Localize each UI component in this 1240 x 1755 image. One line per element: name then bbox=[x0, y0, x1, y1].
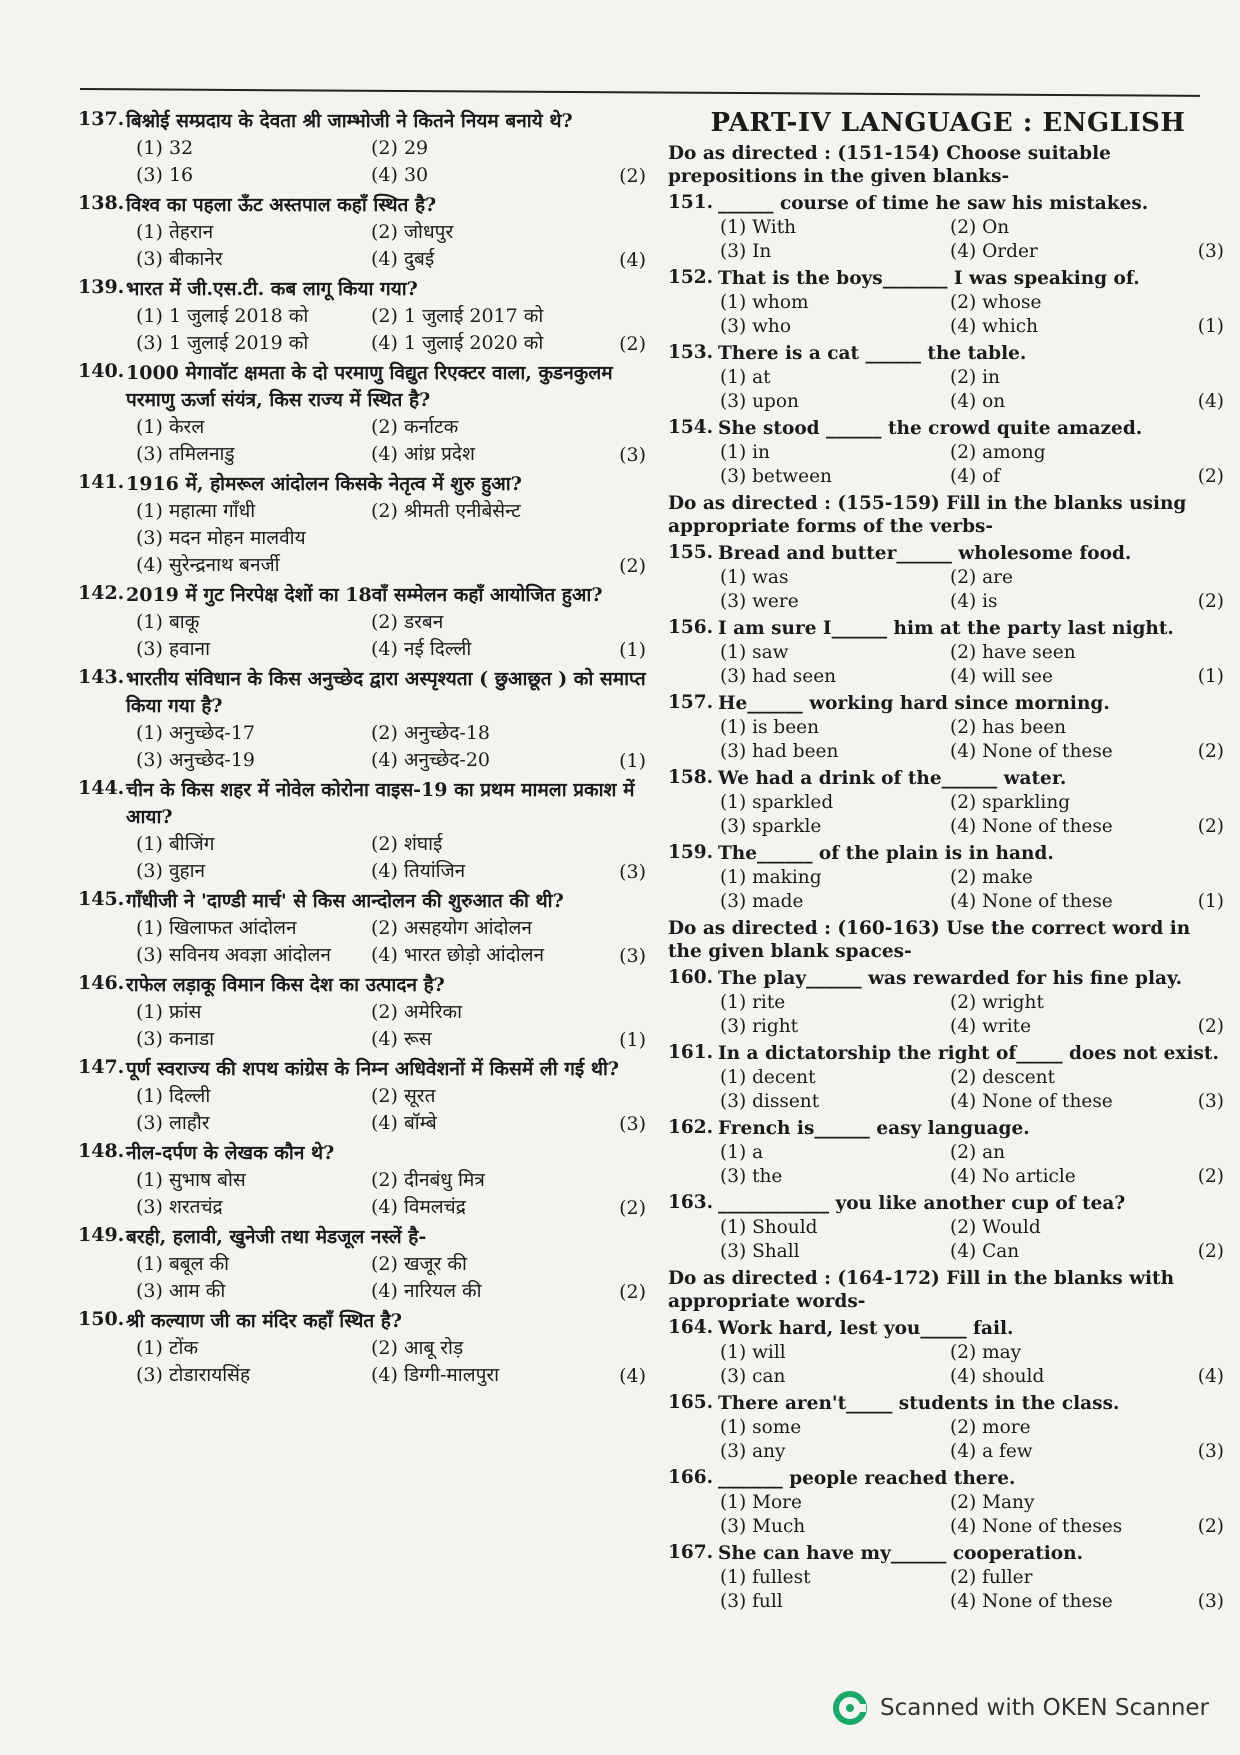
option-4: (4) is bbox=[950, 591, 998, 612]
question-number: 147. bbox=[78, 1056, 125, 1078]
section-directive: Do as directed : (164-172) Fill in the blanks with appropriate words- bbox=[668, 1268, 1175, 1312]
question-text: She stood ______ the crowd quite amazed. bbox=[718, 418, 1143, 439]
option-2: (2) wright bbox=[950, 992, 1044, 1013]
option-4: (4) 30 bbox=[371, 164, 429, 186]
question-text: There is a cat ______ the table. bbox=[718, 343, 1027, 364]
option-3: (3) वुहान bbox=[136, 860, 206, 882]
option-4: (4) सुरेन्द्रनाथ बनर्जी bbox=[136, 554, 280, 576]
question-text: That is the boys_______ I was speaking of. bbox=[718, 268, 1140, 289]
option-1: (1) Should bbox=[720, 1217, 818, 1238]
answer-key: (2) bbox=[1197, 816, 1224, 837]
option-1: (1) at bbox=[720, 367, 771, 388]
question-text: पूर्ण स्वराज्य की शपथ कांग्रेस के निम्न अधिवेशनों में किसमें ली गई थी? bbox=[126, 1058, 620, 1080]
option-1: (1) rite bbox=[720, 992, 786, 1013]
options-grid bbox=[720, 791, 1228, 839]
question-item bbox=[78, 777, 650, 885]
options-grid bbox=[136, 1335, 650, 1389]
question-text: गाँधीजी ने 'दाण्डी मार्च' से किस आन्दोलन की शुरुआत की थी? bbox=[126, 890, 564, 912]
options-grid bbox=[136, 831, 650, 885]
option-4: (4) Order bbox=[950, 241, 1038, 262]
question-text: Work hard, lest you_____ fail. bbox=[718, 1318, 1014, 1339]
option-1: (1) खिलाफत आंदोलन bbox=[136, 917, 297, 939]
option-3: (3) बीकानेर bbox=[136, 248, 223, 270]
option-2: (2) make bbox=[950, 867, 1033, 888]
question-number: 144. bbox=[78, 777, 125, 799]
question-number: 161. bbox=[668, 1042, 714, 1063]
question-number: 157. bbox=[668, 692, 714, 713]
options-grid bbox=[720, 216, 1228, 264]
option-1: (1) अनुच्छेद-17 bbox=[136, 722, 256, 744]
option-2: (2) On bbox=[950, 217, 1010, 238]
options-grid bbox=[720, 1216, 1228, 1264]
question-number: 153. bbox=[668, 342, 714, 363]
question-number: 160. bbox=[668, 967, 714, 988]
question-number: 152. bbox=[668, 267, 714, 288]
option-3: (3) upon bbox=[720, 391, 799, 412]
options-grid bbox=[720, 716, 1228, 764]
question-number: 142. bbox=[78, 582, 125, 604]
question-item bbox=[668, 692, 1228, 764]
question-number: 165. bbox=[668, 1392, 714, 1413]
question-number: 159. bbox=[668, 842, 714, 863]
question-text: नील-दर्पण के लेखक कौन थे? bbox=[126, 1142, 335, 1164]
question-item bbox=[78, 972, 650, 1053]
question-item bbox=[668, 1117, 1228, 1189]
answer-key: (1) bbox=[619, 639, 646, 661]
question-number: 143. bbox=[78, 666, 125, 688]
question-item bbox=[78, 360, 650, 468]
question-text: भारत में जी.एस.टी. कब लागू किया गया? bbox=[126, 278, 418, 300]
question-number: 162. bbox=[668, 1117, 714, 1138]
options-grid bbox=[720, 991, 1228, 1039]
option-3: (3) right bbox=[720, 1016, 799, 1037]
option-1: (1) was bbox=[720, 567, 789, 588]
option-3: (3) 1 जुलाई 2019 को bbox=[136, 332, 309, 354]
answer-key: (4) bbox=[619, 1365, 646, 1387]
option-4: (4) None of theses bbox=[950, 1516, 1123, 1537]
options-grid bbox=[720, 1491, 1228, 1539]
question-item bbox=[668, 192, 1228, 264]
option-2: (2) descent bbox=[950, 1067, 1056, 1088]
answer-key: (2) bbox=[1197, 466, 1224, 487]
option-4: (4) बॉम्बे bbox=[371, 1112, 437, 1134]
options-grid bbox=[136, 999, 650, 1053]
options-grid bbox=[720, 866, 1228, 914]
option-3: (3) the bbox=[720, 1166, 783, 1187]
question-text: Bread and butter______ wholesome food. bbox=[718, 543, 1132, 564]
options-grid bbox=[136, 303, 650, 357]
option-2: (2) अनुच्छेद-18 bbox=[371, 722, 491, 744]
oken-scanner-logo-icon bbox=[832, 1690, 868, 1726]
option-1: (1) 1 जुलाई 2018 को bbox=[136, 305, 309, 327]
options-grid bbox=[136, 414, 650, 468]
answer-key: (1) bbox=[619, 1029, 646, 1051]
option-4: (4) of bbox=[950, 466, 1001, 487]
question-number: 145. bbox=[78, 888, 125, 910]
option-2: (2) डरबन bbox=[371, 611, 444, 633]
options-grid bbox=[136, 1083, 650, 1137]
question-number: 137. bbox=[78, 108, 125, 130]
question-text: भारतीय संविधान के किस अनुच्छेद द्वारा अस्पृश्यता ( छुआछूत ) को समाप्त किया गया है? bbox=[126, 668, 646, 717]
question-text: 1916 में, होमरूल आंदोलन किसके नेतृत्व में शुरु हुआ? bbox=[126, 473, 522, 495]
option-1: (1) 32 bbox=[136, 137, 194, 159]
options-grid bbox=[136, 219, 650, 273]
question-text: बिश्नोई सम्प्रदाय के देवता श्री जाम्भोजी ने कितने नियम बनाये थे? bbox=[126, 110, 573, 132]
option-1: (1) बबूल की bbox=[136, 1253, 230, 1275]
question-number: 164. bbox=[668, 1317, 714, 1338]
header-rule bbox=[80, 88, 1200, 97]
option-2: (2) अमेरिका bbox=[371, 1001, 463, 1023]
option-1: (1) some bbox=[720, 1417, 802, 1438]
question-text: French is______ easy language. bbox=[718, 1118, 1030, 1139]
question-text: The______ of the plain is in hand. bbox=[718, 843, 1054, 864]
option-4: (4) तियांजिन bbox=[371, 860, 466, 882]
options-grid bbox=[136, 135, 650, 189]
option-1: (1) More bbox=[720, 1492, 802, 1513]
option-3: (3) कनाडा bbox=[136, 1028, 215, 1050]
question-text: 1000 मेगावॉट क्षमता के दो परमाणु विद्युत रिएक्टर वाला, कुडनकुलम परमाणु ऊर्जा संयंत्र, किस राज्य में स्थित है? bbox=[126, 362, 613, 411]
question-item bbox=[668, 967, 1228, 1039]
question-item bbox=[78, 1224, 650, 1305]
answer-key: (4) bbox=[1197, 391, 1224, 412]
question-text: _______ people reached there. bbox=[718, 1468, 1016, 1489]
question-number: 158. bbox=[668, 767, 714, 788]
option-1: (1) बीजिंग bbox=[136, 833, 215, 855]
answer-key: (2) bbox=[619, 1197, 646, 1219]
question-text: 2019 में गुट निरपेक्ष देशों का 18वाँ सम्मेलन कहाँ आयोजित हुआ? bbox=[126, 584, 603, 606]
option-1: (1) is been bbox=[720, 717, 820, 738]
option-2: (2) शंघाई bbox=[371, 833, 443, 855]
option-2: (2) कर्नाटक bbox=[371, 416, 459, 438]
question-number: 141. bbox=[78, 471, 125, 493]
option-2: (2) may bbox=[950, 1342, 1022, 1363]
question-number: 163. bbox=[668, 1192, 714, 1213]
option-2: (2) are bbox=[950, 567, 1013, 588]
option-3: (3) full bbox=[720, 1591, 783, 1612]
option-3: (3) हवाना bbox=[136, 638, 210, 660]
question-item bbox=[78, 276, 650, 357]
question-item bbox=[668, 1467, 1228, 1539]
option-1: (1) दिल्ली bbox=[136, 1085, 211, 1107]
question-item bbox=[668, 542, 1228, 614]
option-4: (4) अनुच्छेद-20 bbox=[371, 749, 491, 771]
question-text: I am sure I______ him at the party last night. bbox=[718, 618, 1174, 639]
question-text: चीन के किस शहर में नोवेल कोरोना वाइस-19 का प्रथम मामला प्रकाश में आया? bbox=[126, 779, 635, 828]
option-3: (3) मदन मोहन मालवीय bbox=[136, 527, 306, 549]
section-directive: Do as directed : (155-159) Fill in the blanks using appropriate forms of the verbs- bbox=[668, 493, 1187, 537]
option-4: (4) on bbox=[950, 391, 1006, 412]
answer-key: (1) bbox=[1197, 666, 1224, 687]
option-2: (2) 29 bbox=[371, 137, 429, 159]
option-4: (4) दुबई bbox=[371, 248, 435, 270]
question-number: 150. bbox=[78, 1308, 125, 1330]
section-directive: Do as directed : (151-154) Choose suitable prepositions in the given blanks- bbox=[668, 143, 1111, 187]
answer-key: (2) bbox=[619, 555, 646, 577]
option-3: (3) can bbox=[720, 1366, 786, 1387]
option-2: (2) more bbox=[950, 1417, 1031, 1438]
option-3: (3) had seen bbox=[720, 666, 837, 687]
option-4: (4) डिग्गी-मालपुरा bbox=[371, 1364, 500, 1386]
options-grid bbox=[720, 291, 1228, 339]
option-2: (2) among bbox=[950, 442, 1046, 463]
question-number: 154. bbox=[668, 417, 714, 438]
option-3: (3) Much bbox=[720, 1516, 806, 1537]
option-1: (1) decent bbox=[720, 1067, 816, 1088]
question-text: We had a drink of the______ water. bbox=[718, 768, 1067, 789]
question-text: श्री कल्याण जी का मंदिर कहाँ स्थित है? bbox=[126, 1310, 403, 1332]
options-grid bbox=[720, 566, 1228, 614]
option-2: (2) an bbox=[950, 1142, 1006, 1163]
option-2: (2) असहयोग आंदोलन bbox=[371, 917, 532, 939]
question-text: राफेल लड़ाकू विमान किस देश का उत्पादन है? bbox=[126, 974, 445, 996]
question-item bbox=[668, 1542, 1228, 1614]
option-4: (4) 1 जुलाई 2020 को bbox=[371, 332, 544, 354]
options-grid bbox=[136, 498, 650, 579]
option-3: (3) between bbox=[720, 466, 832, 487]
option-3: (3) अनुच्छेद-19 bbox=[136, 749, 256, 771]
option-2: (2) whose bbox=[950, 292, 1042, 313]
question-number: 148. bbox=[78, 1140, 125, 1162]
option-1: (1) फ्रांस bbox=[136, 1001, 202, 1023]
option-4: (4) विमलचंद्र bbox=[371, 1196, 466, 1218]
answer-key: (3) bbox=[1197, 1091, 1224, 1112]
question-item bbox=[668, 767, 1228, 839]
question-number: 155. bbox=[668, 542, 714, 563]
answer-key: (3) bbox=[1197, 241, 1224, 262]
part-title: PART-IV LANGUAGE : ENGLISH bbox=[710, 108, 1186, 138]
question-item bbox=[668, 1192, 1228, 1264]
question-number: 138. bbox=[78, 192, 125, 214]
option-3: (3) Shall bbox=[720, 1241, 800, 1262]
option-4: (4) None of these bbox=[950, 1591, 1113, 1612]
question-item bbox=[78, 1140, 650, 1221]
option-1: (1) केरल bbox=[136, 416, 205, 438]
question-item bbox=[668, 617, 1228, 689]
option-2: (2) दीनबंधु मित्र bbox=[371, 1169, 485, 1191]
answer-key: (2) bbox=[619, 165, 646, 187]
question-text: ____________ you like another cup of tea? bbox=[718, 1193, 1126, 1214]
question-text: ______ course of time he saw his mistakes. bbox=[718, 193, 1149, 214]
question-item bbox=[668, 842, 1228, 914]
option-2: (2) श्रीमती एनीबेसेन्ट bbox=[371, 500, 521, 522]
option-1: (1) whom bbox=[720, 292, 809, 313]
option-1: (1) in bbox=[720, 442, 770, 463]
answer-key: (2) bbox=[1197, 1016, 1224, 1037]
answer-key: (2) bbox=[1197, 1516, 1224, 1537]
question-text: She can have my______ cooperation. bbox=[718, 1543, 1084, 1564]
options-grid bbox=[720, 441, 1228, 489]
question-text: He______ working hard since morning. bbox=[718, 693, 1110, 714]
question-text: The play______ was rewarded for his fine play. bbox=[718, 968, 1183, 989]
option-4: (4) आंध्र प्रदेश bbox=[371, 443, 475, 465]
question-item bbox=[78, 1056, 650, 1137]
answer-key: (1) bbox=[1197, 891, 1224, 912]
option-2: (2) सूरत bbox=[371, 1085, 436, 1107]
option-2: (2) जोधपुर bbox=[371, 221, 454, 243]
option-1: (1) will bbox=[720, 1342, 786, 1363]
option-2: (2) 1 जुलाई 2017 को bbox=[371, 305, 544, 327]
question-item bbox=[78, 888, 650, 969]
option-3: (3) any bbox=[720, 1441, 786, 1462]
option-4: (4) None of these bbox=[950, 741, 1113, 762]
option-1: (1) बाकू bbox=[136, 611, 200, 633]
option-3: (3) sparkle bbox=[720, 816, 822, 837]
option-3: (3) were bbox=[720, 591, 799, 612]
answer-key: (4) bbox=[619, 249, 646, 271]
options-grid bbox=[720, 1141, 1228, 1189]
question-number: 149. bbox=[78, 1224, 125, 1246]
question-number: 139. bbox=[78, 276, 125, 298]
options-grid bbox=[720, 1066, 1228, 1114]
question-text: विश्व का पहला ऊँट अस्तपाल कहाँ स्थित है? bbox=[126, 194, 437, 216]
option-1: (1) sparkled bbox=[720, 792, 834, 813]
options-grid bbox=[136, 915, 650, 969]
question-item bbox=[78, 471, 650, 579]
option-1: (1) With bbox=[720, 217, 797, 238]
answer-key: (3) bbox=[619, 1113, 646, 1135]
question-number: 146. bbox=[78, 972, 125, 994]
option-3: (3) 16 bbox=[136, 164, 194, 186]
answer-key: (2) bbox=[1197, 741, 1224, 762]
question-item bbox=[668, 342, 1228, 414]
option-4: (4) रूस bbox=[371, 1028, 432, 1050]
question-number: 156. bbox=[668, 617, 714, 638]
question-item bbox=[668, 1392, 1228, 1464]
question-item bbox=[78, 666, 650, 774]
options-grid bbox=[720, 366, 1228, 414]
answer-key: (3) bbox=[1197, 1441, 1224, 1462]
question-item bbox=[78, 582, 650, 663]
option-1: (1) a bbox=[720, 1142, 764, 1163]
option-2: (2) आबू रोड़ bbox=[371, 1337, 464, 1359]
options-grid bbox=[720, 1416, 1228, 1464]
option-3: (3) had been bbox=[720, 741, 839, 762]
question-text: बरही, हलावी, खुनेजी तथा मेडजूल नस्लें है- bbox=[126, 1226, 427, 1248]
option-2: (2) in bbox=[950, 367, 1000, 388]
section-directive: Do as directed : (160-163) Use the correct word in the given blank spaces- bbox=[668, 918, 1191, 962]
answer-key: (2) bbox=[619, 1281, 646, 1303]
answer-key: (1) bbox=[1197, 316, 1224, 337]
option-2: (2) Many bbox=[950, 1492, 1035, 1513]
answer-key: (3) bbox=[619, 861, 646, 883]
option-4: (4) write bbox=[950, 1016, 1032, 1037]
option-1: (1) महात्मा गाँधी bbox=[136, 500, 256, 522]
answer-key: (2) bbox=[1197, 591, 1224, 612]
option-4: (4) will see bbox=[950, 666, 1053, 687]
left-column-hindi-questions bbox=[78, 108, 650, 1392]
answer-key: (2) bbox=[1197, 1166, 1224, 1187]
question-item bbox=[668, 417, 1228, 489]
option-3: (3) In bbox=[720, 241, 772, 262]
answer-key: (3) bbox=[619, 945, 646, 967]
option-4: (4) No article bbox=[950, 1166, 1076, 1187]
answer-key: (3) bbox=[1197, 1591, 1224, 1612]
option-2: (2) Would bbox=[950, 1217, 1041, 1238]
question-item bbox=[668, 267, 1228, 339]
answer-key: (3) bbox=[619, 444, 646, 466]
answer-key: (2) bbox=[619, 333, 646, 355]
scanner-watermark bbox=[832, 1690, 1209, 1726]
question-number: 166. bbox=[668, 1467, 714, 1488]
option-2: (2) have seen bbox=[950, 642, 1076, 663]
question-item bbox=[78, 192, 650, 273]
option-1: (1) making bbox=[720, 867, 822, 888]
option-1: (1) saw bbox=[720, 642, 789, 663]
question-item bbox=[668, 1042, 1228, 1114]
option-3: (3) made bbox=[720, 891, 804, 912]
option-2: (2) sparkling bbox=[950, 792, 1071, 813]
option-3: (3) शरतचंद्र bbox=[136, 1196, 223, 1218]
question-number: 140. bbox=[78, 360, 125, 382]
answer-key: (1) bbox=[619, 750, 646, 772]
options-grid bbox=[136, 1251, 650, 1305]
option-4: (4) None of these bbox=[950, 1091, 1113, 1112]
option-3: (3) आम की bbox=[136, 1280, 226, 1302]
option-2: (2) fuller bbox=[950, 1567, 1033, 1588]
option-1: (1) fullest bbox=[720, 1567, 811, 1588]
option-3: (3) लाहौर bbox=[136, 1112, 210, 1134]
option-3: (3) who bbox=[720, 316, 791, 337]
option-4: (4) should bbox=[950, 1366, 1045, 1387]
right-column-english-section bbox=[668, 108, 1228, 1617]
option-4: (4) which bbox=[950, 316, 1039, 337]
question-text: In a dictatorship the right of_____ does not exist. bbox=[718, 1043, 1219, 1064]
option-3: (3) सविनय अवज्ञा आंदोलन bbox=[136, 944, 331, 966]
english-sections bbox=[668, 142, 1228, 1614]
option-4: (4) Can bbox=[950, 1241, 1020, 1262]
question-item bbox=[78, 108, 650, 189]
option-3: (3) तमिलनाडु bbox=[136, 443, 235, 465]
question-number: 167. bbox=[668, 1542, 714, 1563]
option-3: (3) टोडारायसिंह bbox=[136, 1364, 251, 1386]
option-4: (4) a few bbox=[950, 1441, 1033, 1462]
options-grid bbox=[720, 1566, 1228, 1614]
options-grid bbox=[136, 1167, 650, 1221]
option-4: (4) नारियल की bbox=[371, 1280, 482, 1302]
scanner-watermark-text: Scanned with OKEN Scanner bbox=[880, 1695, 1209, 1721]
question-number: 151. bbox=[668, 192, 714, 213]
option-3: (3) dissent bbox=[720, 1091, 820, 1112]
option-4: (4) None of these bbox=[950, 891, 1113, 912]
answer-key: (2) bbox=[1197, 1241, 1224, 1262]
option-2: (2) has been bbox=[950, 717, 1067, 738]
question-text: There aren't_____ students in the class. bbox=[718, 1393, 1120, 1414]
option-4: (4) नई दिल्ली bbox=[371, 638, 472, 660]
options-grid bbox=[720, 641, 1228, 689]
question-item bbox=[78, 1308, 650, 1389]
answer-key: (4) bbox=[1197, 1366, 1224, 1387]
option-1: (1) सुभाष बोस bbox=[136, 1169, 246, 1191]
option-2: (2) खजूर की bbox=[371, 1253, 467, 1275]
options-grid bbox=[136, 720, 650, 774]
option-4: (4) भारत छोड़ो आंदोलन bbox=[371, 944, 545, 966]
option-4: (4) None of these bbox=[950, 816, 1113, 837]
options-grid bbox=[136, 609, 650, 663]
options-grid bbox=[720, 1341, 1228, 1389]
option-1: (1) तेहरान bbox=[136, 221, 214, 243]
question-item bbox=[668, 1317, 1228, 1389]
option-1: (1) टोंक bbox=[136, 1337, 199, 1359]
